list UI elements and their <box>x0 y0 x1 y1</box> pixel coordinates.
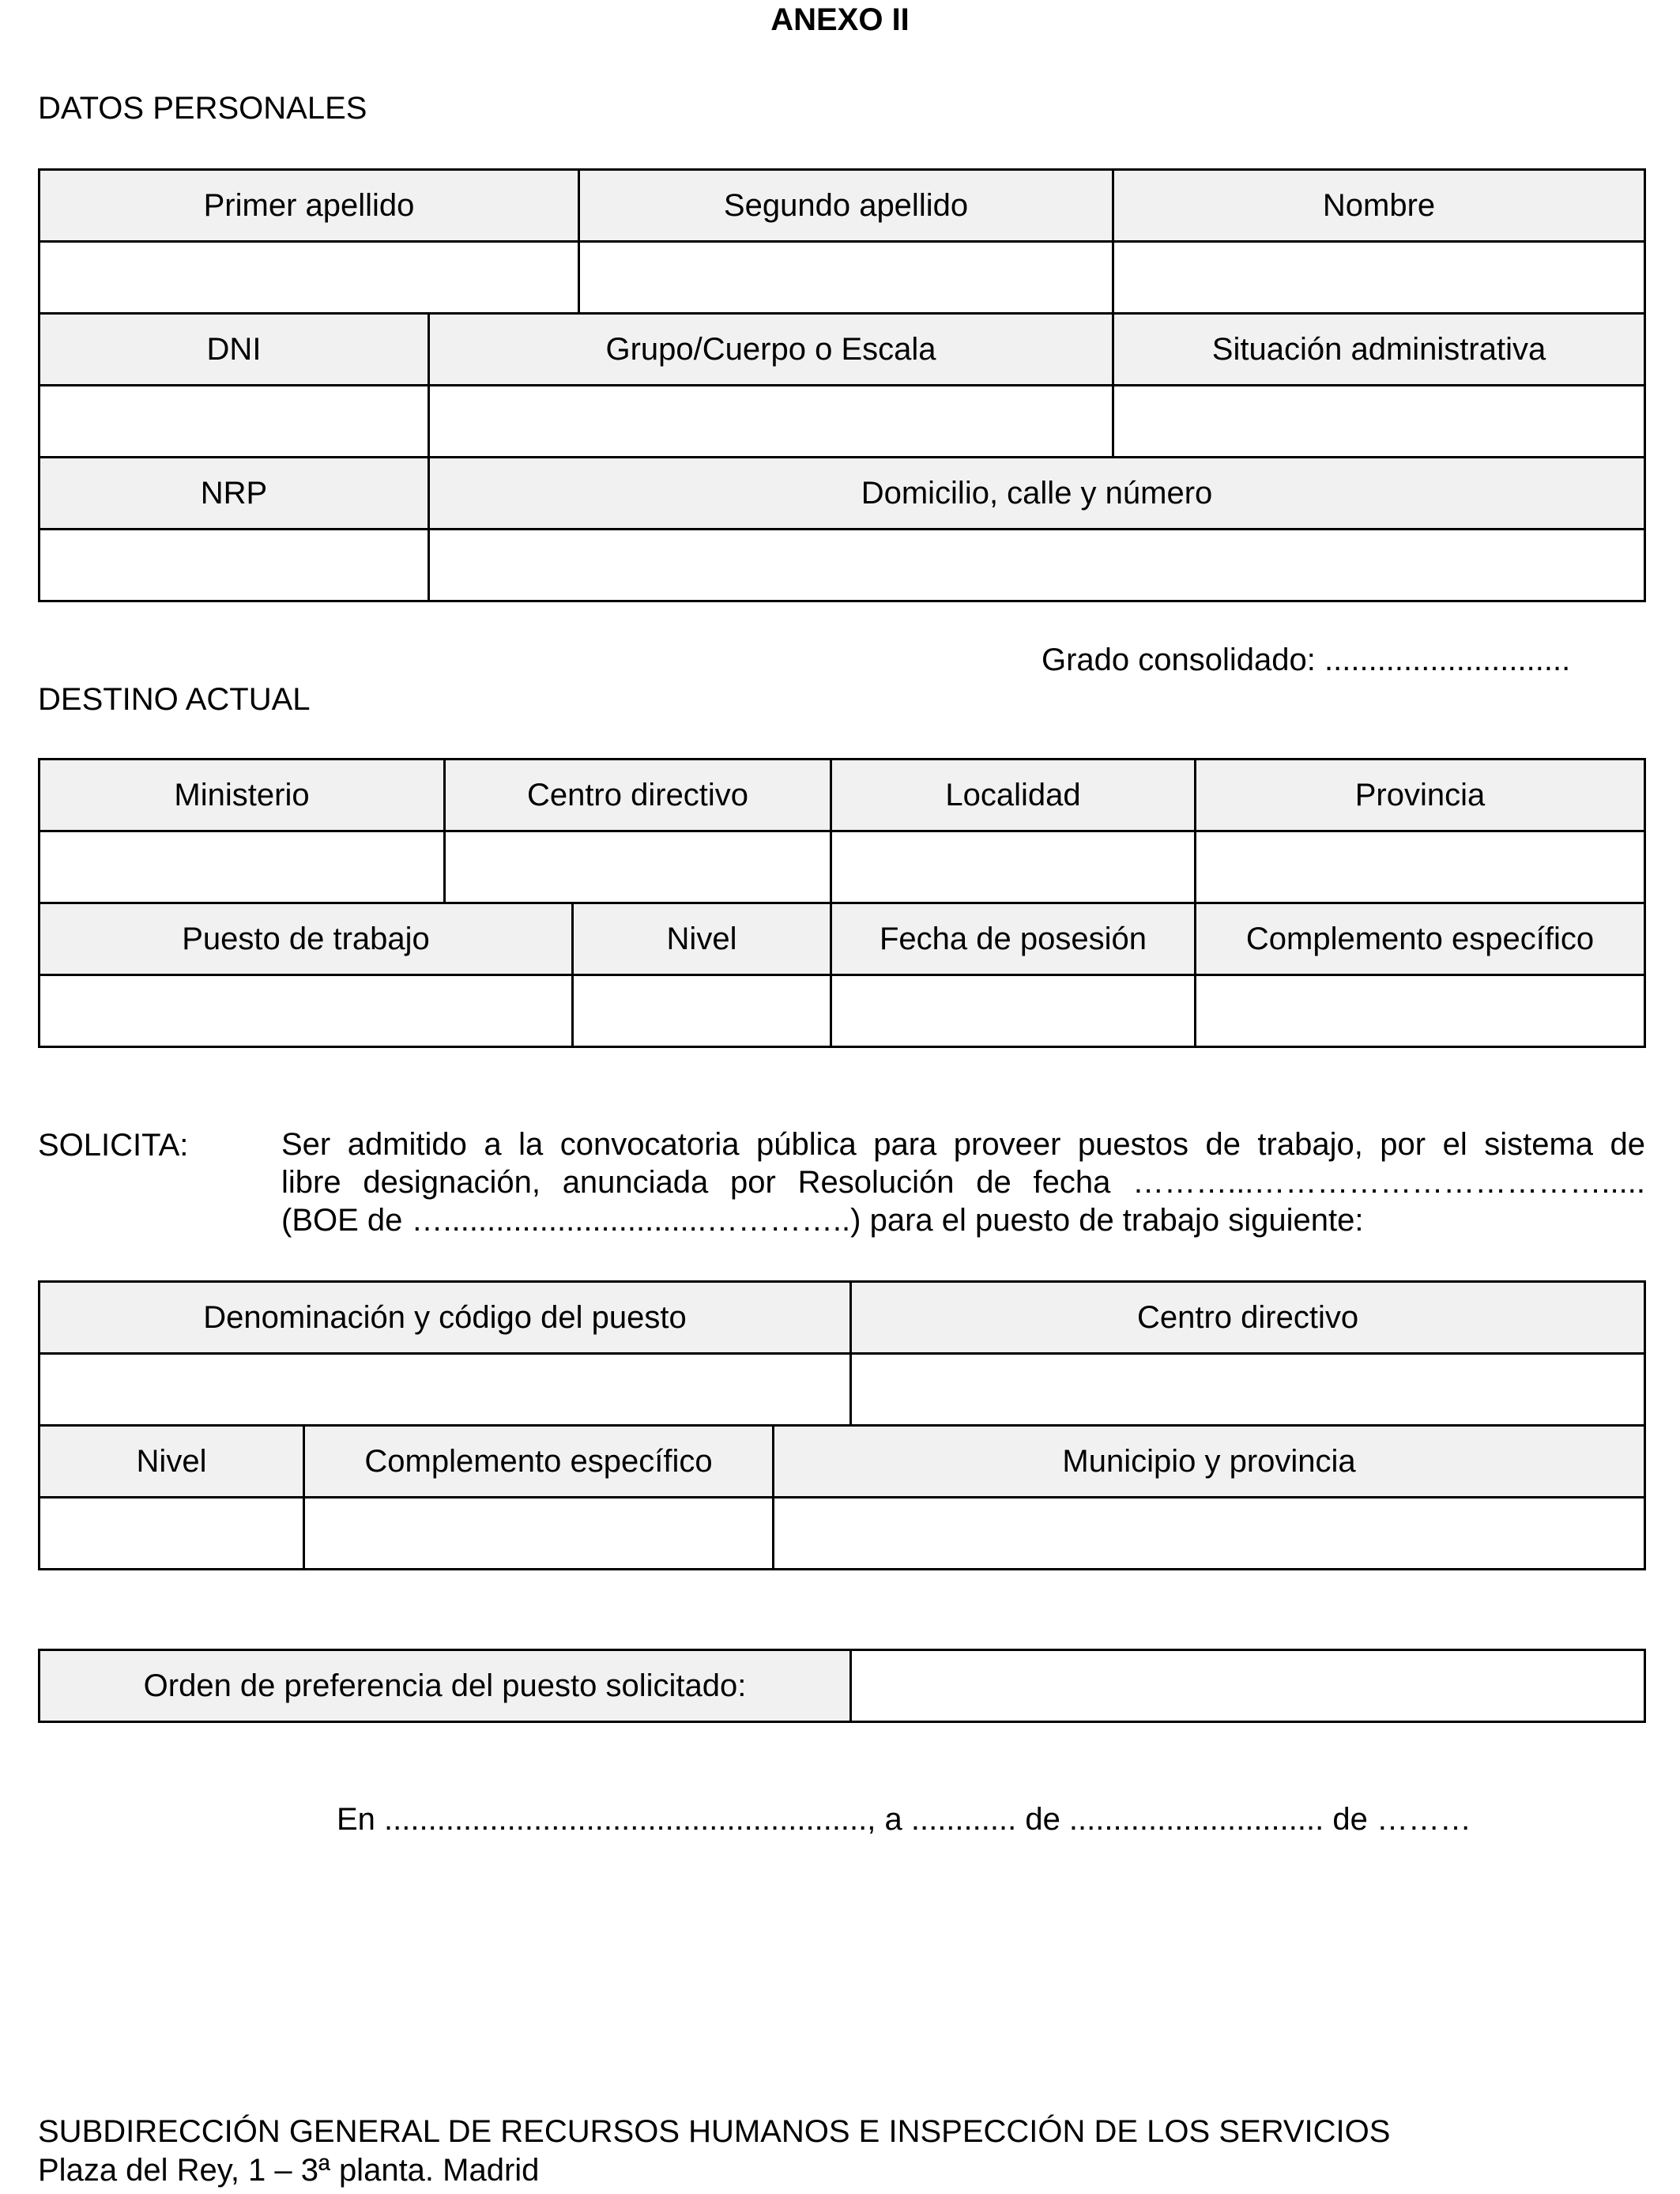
field-dni[interactable] <box>40 386 429 458</box>
orden-preferencia-table <box>38 1649 1646 1723</box>
field-situacion-administrativa[interactable] <box>1113 386 1645 458</box>
header-grupo-cuerpo: Grupo/Cuerpo o Escala <box>429 314 1113 386</box>
field-provincia[interactable] <box>1196 831 1645 903</box>
field-nivel[interactable] <box>573 975 831 1047</box>
header-complemento-especifico-solicitado: Complemento específico <box>304 1426 774 1498</box>
footer-organismo: SUBDIRECCIÓN GENERAL DE RECURSOS HUMANOS E INSPECCIÓN DE LOS SERVICIOS <box>38 2114 1391 2149</box>
page-title: ANEXO II <box>770 2 910 37</box>
header-localidad: Localidad <box>831 760 1196 831</box>
header-primer-apellido: Primer apellido <box>40 170 579 242</box>
header-nivel-solicitado: Nivel <box>40 1426 304 1498</box>
field-grupo-cuerpo[interactable] <box>429 386 1113 458</box>
section-heading-datos-personales: DATOS PERSONALES <box>38 91 367 126</box>
header-ministerio: Ministerio <box>40 760 445 831</box>
header-nrp: NRP <box>40 458 429 530</box>
field-puesto-de-trabajo[interactable] <box>40 975 573 1047</box>
header-centro-directivo-solicitado: Centro directivo <box>851 1282 1645 1354</box>
footer-direccion: Plaza del Rey, 1 – 3ª planta. Madrid <box>38 2153 540 2188</box>
header-situacion-administrativa: Situación administrativa <box>1113 314 1645 386</box>
datos-personales-table <box>38 168 1646 602</box>
field-centro-directivo[interactable] <box>445 831 831 903</box>
field-localidad[interactable] <box>831 831 1196 903</box>
field-centro-directivo-solicitado[interactable] <box>851 1354 1645 1426</box>
field-municipio-provincia[interactable] <box>774 1498 1645 1570</box>
section-heading-destino-actual: DESTINO ACTUAL <box>38 682 311 717</box>
field-nombre[interactable] <box>1113 242 1645 314</box>
field-domicilio[interactable] <box>429 530 1645 601</box>
field-complemento-especifico[interactable] <box>1196 975 1645 1047</box>
field-segundo-apellido[interactable] <box>579 242 1113 314</box>
field-nrp[interactable] <box>40 530 429 601</box>
header-centro-directivo: Centro directivo <box>445 760 831 831</box>
lugar-fecha-line: En ......................................................., a ............ de ............................. de ……… <box>337 1802 1471 1837</box>
field-fecha-de-posesion[interactable] <box>831 975 1196 1047</box>
header-municipio-provincia: Municipio y provincia <box>774 1426 1645 1498</box>
header-nombre: Nombre <box>1113 170 1645 242</box>
destino-actual-table <box>38 758 1646 1048</box>
solicita-text <box>281 1125 1645 1239</box>
header-segundo-apellido: Segundo apellido <box>579 170 1113 242</box>
header-fecha-de-posesion: Fecha de posesión <box>831 903 1196 975</box>
header-nivel: Nivel <box>573 903 831 975</box>
field-ministerio[interactable] <box>40 831 445 903</box>
solicita-line-1: Ser admitido a la convocatoria pública para proveer puestos de trabajo, por el sistema de <box>281 1127 1645 1162</box>
orden-preferencia-label: Orden de preferencia del puesto solicitado: <box>40 1650 851 1722</box>
field-nivel-solicitado[interactable] <box>40 1498 304 1570</box>
solicita-label: SOLICITA: <box>38 1128 189 1163</box>
header-puesto-de-trabajo: Puesto de trabajo <box>40 903 573 975</box>
header-provincia: Provincia <box>1196 760 1645 831</box>
field-complemento-especifico-solicitado[interactable] <box>304 1498 774 1570</box>
grado-consolidado: Grado consolidado: ............................ <box>1042 643 1571 677</box>
puesto-solicitado-table <box>38 1280 1646 1570</box>
solicita-line-2: libre designación, anunciada por Resolución de fecha ………...……………………………..... <box>281 1165 1645 1200</box>
solicita-line-3: (BOE de …..............................…………..) para el puesto de trabajo siguiente: <box>281 1203 1364 1238</box>
field-orden-preferencia[interactable] <box>851 1650 1645 1722</box>
header-dni: DNI <box>40 314 429 386</box>
field-denominacion-codigo[interactable] <box>40 1354 851 1426</box>
header-denominacion-codigo: Denominación y código del puesto <box>40 1282 851 1354</box>
field-primer-apellido[interactable] <box>40 242 579 314</box>
header-domicilio: Domicilio, calle y número <box>429 458 1645 530</box>
header-complemento-especifico: Complemento específico <box>1196 903 1645 975</box>
